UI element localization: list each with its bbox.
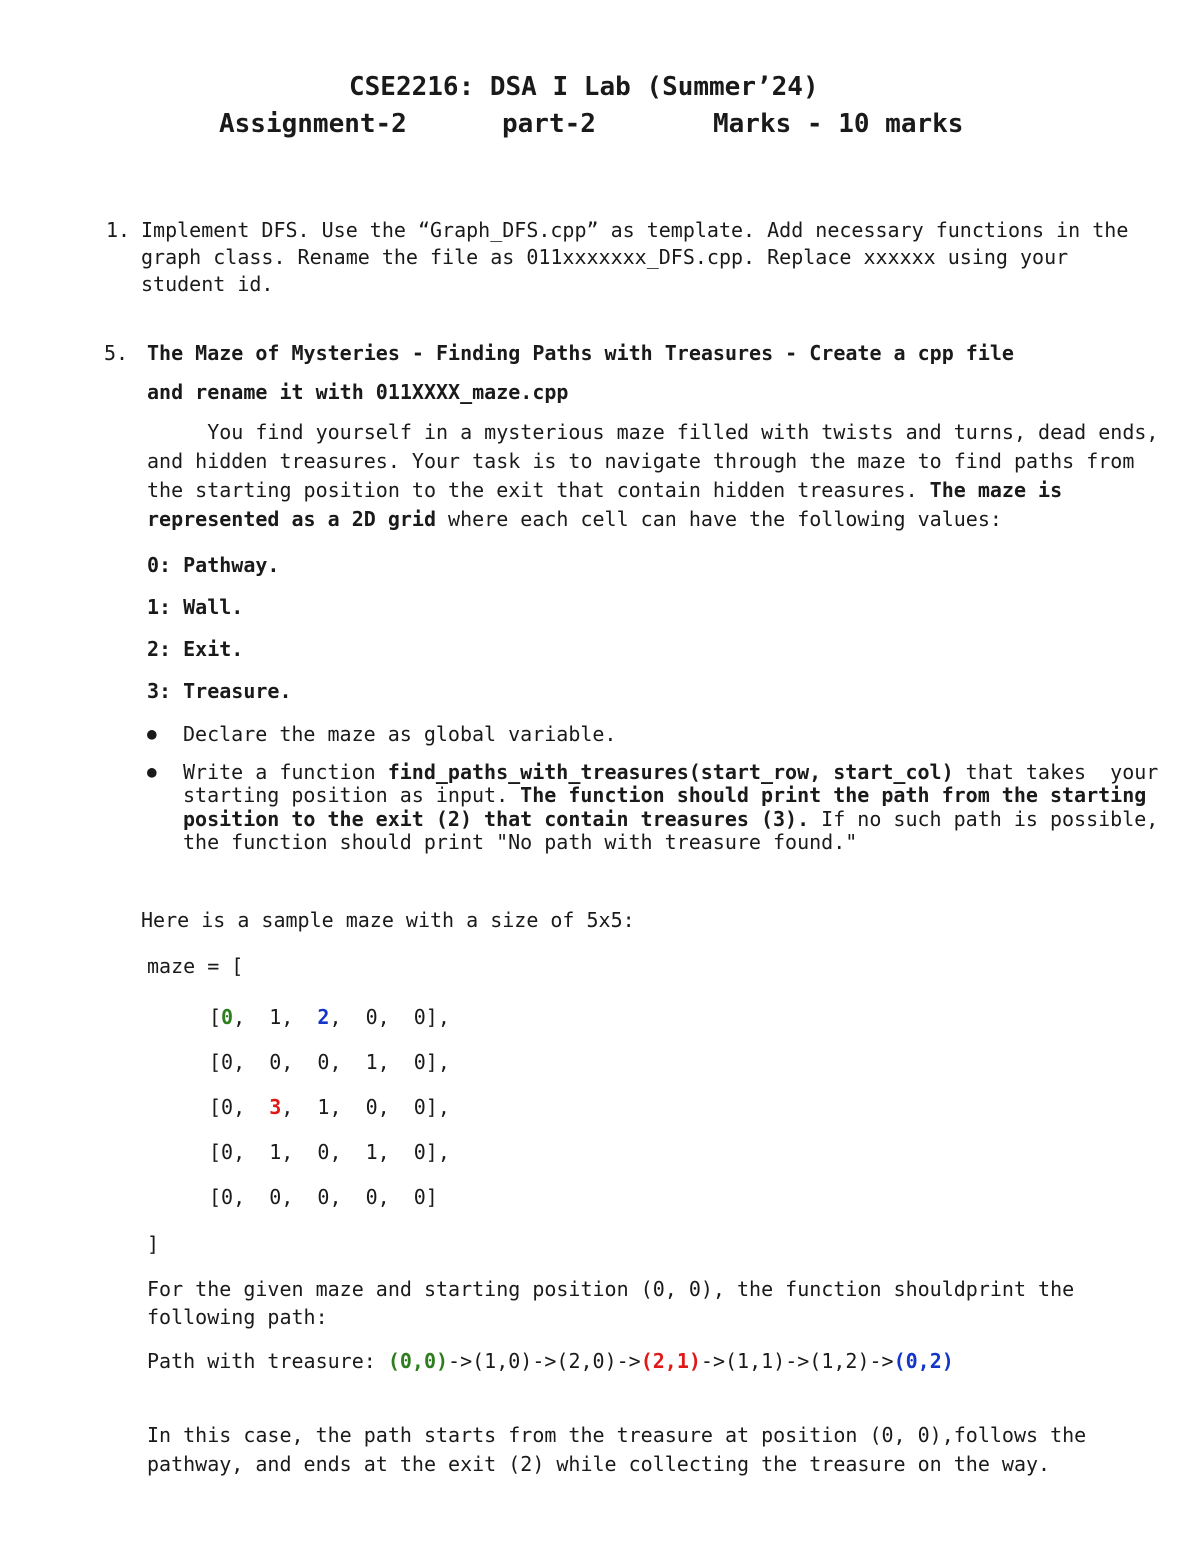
path-exit: (0,2) <box>893 1349 954 1373</box>
maze-separator: , <box>329 1095 366 1119</box>
bullet-icon: ● <box>147 724 157 743</box>
maze-separator: , <box>233 1095 270 1119</box>
maze-cell: 0 <box>269 1050 282 1074</box>
final-line: In this case, the path starts from the treasure at position (0, 0),follows the <box>147 1423 1087 1447</box>
maze-bracket: ], <box>425 1095 450 1119</box>
maze-bracket: ], <box>425 1140 450 1164</box>
bullet-text: Declare the maze as global variable. <box>183 722 617 746</box>
maze-separator: , <box>377 1140 414 1164</box>
course-title: CSE2216: DSA I Lab (Summer’24) <box>349 72 819 102</box>
maze-separator: , <box>377 1050 414 1074</box>
bullet-text-part: that takes your <box>953 760 1159 784</box>
maze-cell: 0 <box>317 1185 330 1209</box>
maze-bracket: [ <box>209 1095 222 1119</box>
intro-text: the starting position to the exit that contain hidden treasures. <box>147 478 930 502</box>
maze-separator: , <box>329 1140 366 1164</box>
bullet-text-part: starting position as input. <box>183 783 521 807</box>
maze-cell: 1 <box>317 1095 330 1119</box>
maze-cell: 3 <box>269 1095 282 1119</box>
maze-bracket: [ <box>209 1140 222 1164</box>
maze-cell: 0 <box>221 1185 234 1209</box>
value-treasure: 3: Treasure. <box>147 679 292 703</box>
maze-separator: , <box>281 1140 318 1164</box>
maze-separator: , <box>377 1095 414 1119</box>
maze-close: ] <box>147 1232 160 1256</box>
maze-cell: 0 <box>317 1050 330 1074</box>
maze-cell: 0 <box>413 1140 426 1164</box>
intro-line <box>147 477 1062 504</box>
value-exit: 2: Exit. <box>147 637 244 661</box>
maze-row <box>209 1139 450 1166</box>
bullet-text-part: Write a function <box>183 760 388 784</box>
bullet-text: the function should print "No path with treasure found." <box>183 830 858 854</box>
maze-cell: 2 <box>317 1005 330 1029</box>
maze-cell: 1 <box>269 1005 282 1029</box>
maze-separator: , <box>329 1185 366 1209</box>
maze-cell: 0 <box>269 1185 282 1209</box>
q5-title-filename: and rename it with 011XXXX_maze.cpp <box>147 380 569 404</box>
part-label: part-2 <box>502 109 596 139</box>
explain-line: following path: <box>147 1305 328 1329</box>
maze-separator: , <box>377 1185 414 1209</box>
path-output <box>147 1348 954 1375</box>
maze-bracket: ], <box>425 1050 450 1074</box>
maze-cell: 0 <box>317 1140 330 1164</box>
maze-bracket: ], <box>425 1005 450 1029</box>
maze-row <box>209 1184 438 1211</box>
bullet-bold-text: The function should print the path from the starting <box>520 783 1147 807</box>
q1-line: Implement DFS. Use the “Graph_DFS.cpp” as template. Add necessary functions in the <box>141 218 1129 242</box>
sample-intro: Here is a sample maze with a size of 5x5: <box>141 908 635 932</box>
maze-separator: , <box>329 1050 366 1074</box>
q1-number: 1. <box>106 218 131 242</box>
path-segment: ->(1,1)->(1,2)-> <box>700 1349 894 1373</box>
q1-line: student id. <box>141 272 274 296</box>
maze-bracket: [ <box>209 1005 222 1029</box>
value-pathway: 0: Pathway. <box>147 553 280 577</box>
path-treasure: (2,1) <box>640 1349 701 1373</box>
q5-number: 5. <box>104 341 129 365</box>
maze-cell: 0 <box>413 1185 426 1209</box>
value-wall: 1: Wall. <box>147 595 244 619</box>
path-label: Path with treasure: <box>147 1349 388 1373</box>
maze-cell: 0 <box>221 1095 234 1119</box>
maze-separator: , <box>233 1140 270 1164</box>
bullet-bold-text: position to the exit (2) that contain treasures (3). <box>183 807 810 831</box>
function-signature: find_paths_with_treasures(start_row, start_col) <box>387 760 954 784</box>
maze-cell: 0 <box>365 1185 378 1209</box>
q1-line: graph class. Rename the file as 011xxxxxxx_DFS.cpp. Replace xxxxxx using your <box>141 245 1069 269</box>
bullet-text <box>183 782 1146 809</box>
marks-label: Marks - 10 marks <box>713 109 964 139</box>
maze-row <box>209 1094 450 1121</box>
path-start: (0,0) <box>387 1349 449 1373</box>
maze-cell: 0 <box>413 1005 426 1029</box>
maze-cell: 0 <box>413 1050 426 1074</box>
maze-separator: , <box>233 1185 270 1209</box>
intro-bold-text: represented as a 2D grid <box>147 507 436 531</box>
maze-row <box>209 1049 450 1076</box>
maze-cell: 0 <box>221 1140 234 1164</box>
maze-cell: 0 <box>365 1005 378 1029</box>
intro-bold-text: The maze is <box>929 478 1063 502</box>
maze-separator: , <box>281 1050 318 1074</box>
intro-line: You find yourself in a mysterious maze filled with twists and turns, dead ends, <box>147 420 1159 444</box>
maze-cell: 0 <box>413 1095 426 1119</box>
maze-separator: , <box>329 1005 366 1029</box>
maze-cell: 0 <box>365 1095 378 1119</box>
intro-line: and hidden treasures. Your task is to navigate through the maze to find paths from <box>147 449 1135 473</box>
maze-cell: 1 <box>365 1140 378 1164</box>
maze-bracket: [ <box>209 1050 222 1074</box>
maze-separator: , <box>281 1005 318 1029</box>
maze-bracket: ] <box>425 1185 438 1209</box>
bullet-text-part: If no such path is possible, <box>809 807 1159 831</box>
maze-separator: , <box>377 1005 414 1029</box>
maze-bracket: [ <box>209 1185 222 1209</box>
final-line: pathway, and ends at the exit (2) while collecting the treasure on the way. <box>147 1452 1051 1476</box>
explain-line: For the given maze and starting position (0, 0), the function shouldprint the <box>147 1277 1075 1301</box>
intro-text: where each cell can have the following values: <box>435 507 1002 531</box>
maze-separator: , <box>233 1050 270 1074</box>
maze-row <box>209 1004 450 1031</box>
bullet-icon: ● <box>147 762 157 781</box>
maze-separator: , <box>233 1005 270 1029</box>
q5-title: The Maze of Mysteries - Finding Paths with Treasures - Create a cpp file <box>147 341 1014 365</box>
maze-cell: 1 <box>269 1140 282 1164</box>
maze-open: maze = [ <box>147 954 244 978</box>
maze-cell: 0 <box>221 1005 234 1029</box>
maze-cell: 1 <box>365 1050 378 1074</box>
intro-line <box>147 506 1002 533</box>
path-segment: ->(1,0)->(2,0)-> <box>448 1349 641 1373</box>
assignment-label: Assignment-2 <box>219 109 407 139</box>
maze-separator: , <box>281 1185 318 1209</box>
maze-separator: , <box>281 1095 318 1119</box>
maze-cell: 0 <box>221 1050 234 1074</box>
